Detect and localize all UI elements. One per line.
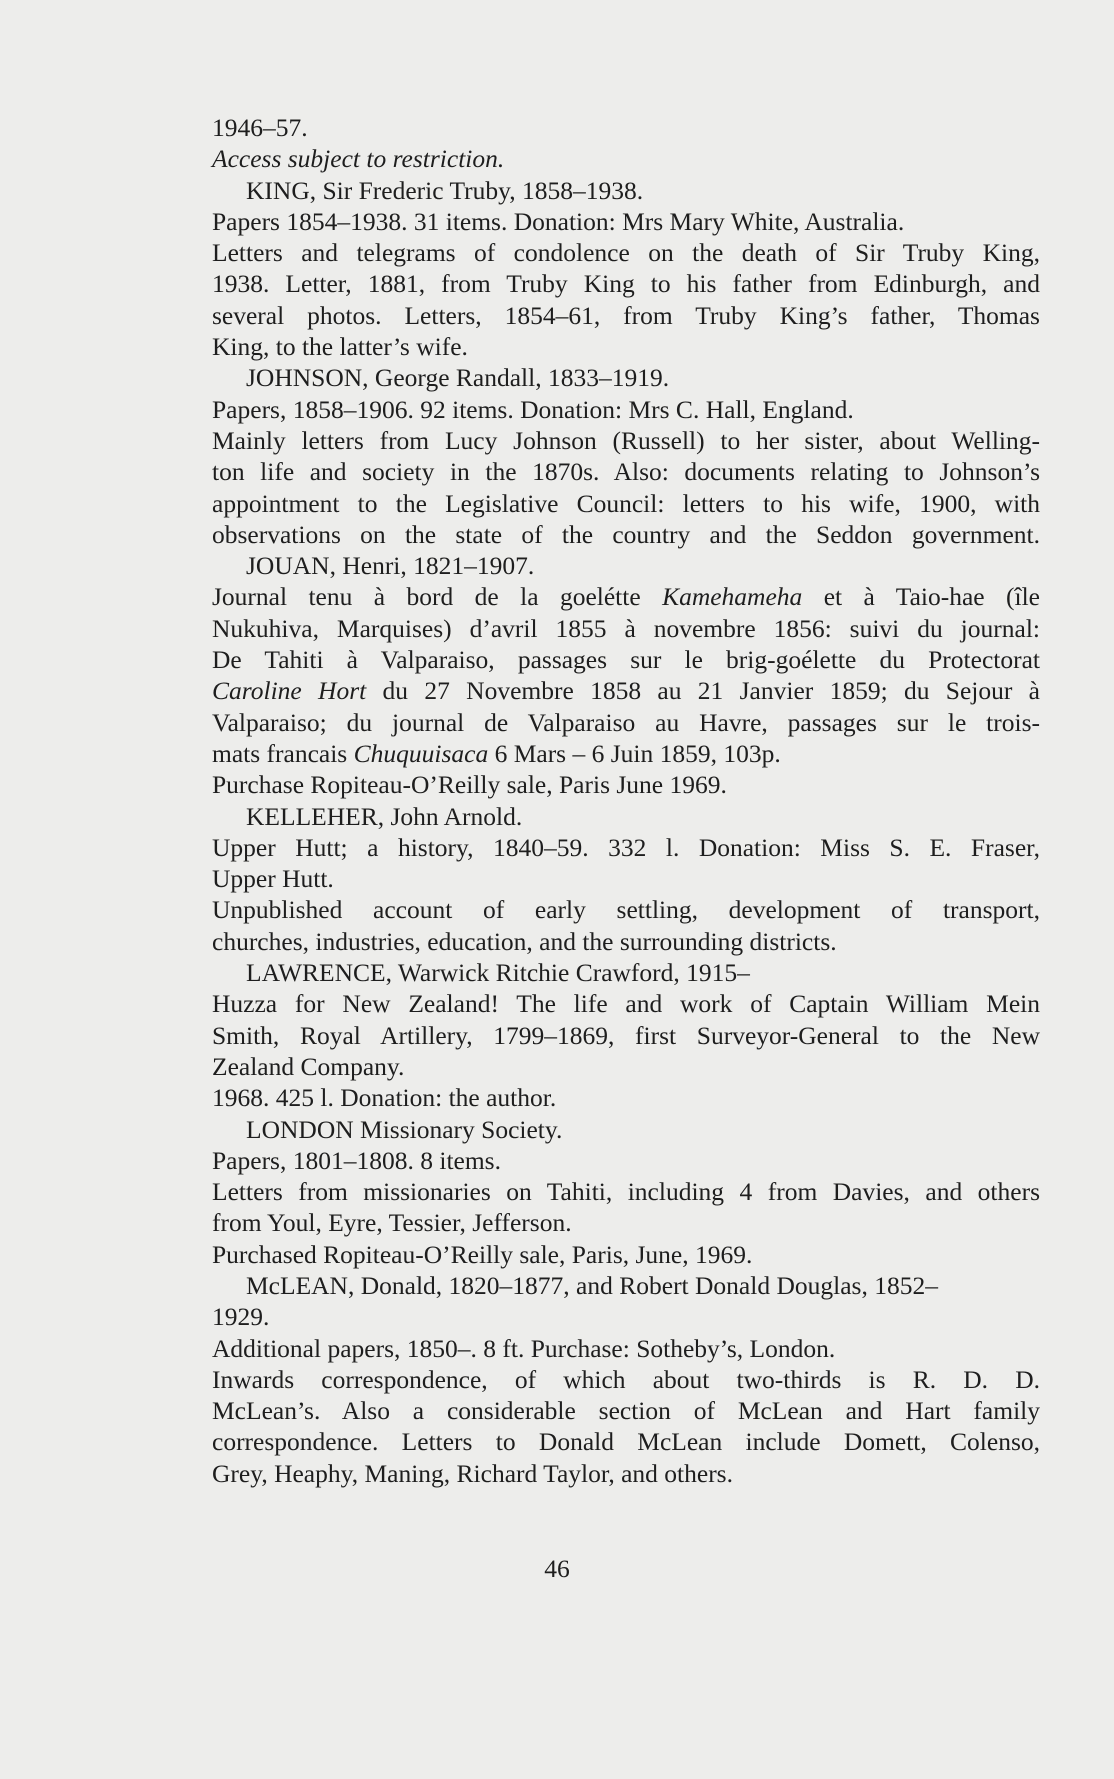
text-line: King, to the latter’s wife. <box>212 332 468 362</box>
text-line: McLEAN, Donald, 1820–1877, and Robert Donald Douglas, 1852– <box>246 1270 938 1300</box>
text-line: several photos. Letters, 1854–61, from Truby King’s father, Thomas <box>212 300 1040 330</box>
text-line: Grey, Heaphy, Maning, Richard Taylor, and others. <box>212 1458 733 1488</box>
text-line: KELLEHER, John Arnold. <box>246 801 523 831</box>
text-line: Upper Hutt; a history, 1840–59. 332 l. Donation: Miss S. E. Fraser, <box>212 832 1040 862</box>
text-line: Mainly letters from Lucy Johnson (Russell) to her sister, about Welling- <box>212 425 1040 455</box>
text-line: Papers, 1858–1906. 92 items. Donation: Mrs C. Hall, England. <box>212 394 854 424</box>
text-line: Papers 1854–1938. 31 items. Donation: Mrs Mary White, Australia. <box>212 206 905 236</box>
text-line: Purchase Ropiteau-O’Reilly sale, Paris June 1969. <box>212 770 727 800</box>
text-segment: du 27 Novembre 1858 au 21 Janvier 1859; du Sejour à <box>366 676 1040 706</box>
text-segment: mats francais <box>212 738 354 768</box>
text-line: churches, industries, education, and the surrounding districts. <box>212 926 837 956</box>
text-line: Additional papers, 1850–. 8 ft. Purchase: Sotheby’s, London. <box>212 1333 836 1363</box>
text-line: ton life and society in the 1870s. Also: documents relating to Johnson’s <box>212 457 1040 487</box>
text-line: observations on the state of the country and the Seddon government. <box>212 519 1040 549</box>
text-line: KING, Sir Frederic Truby, 1858–1938. <box>246 175 644 205</box>
text-line: Papers, 1801–1808. 8 items. <box>212 1145 501 1175</box>
text-line: De Tahiti à Valparaiso, passages sur le brig-goélette du Protectorat <box>212 645 1040 675</box>
italic-title: Chuquuisaca <box>353 738 489 768</box>
page-number: 46 <box>544 1554 570 1583</box>
text-line: JOHNSON, George Randall, 1833–1919. <box>246 363 670 393</box>
text-segment: 6 Mars – 6 Juin 1859, 103p. <box>488 738 781 768</box>
text-line: from Youl, Eyre, Tessier, Jefferson. <box>212 1208 572 1238</box>
text-line: Letters and telegrams of condolence on the death of Sir Truby King, <box>212 238 1040 268</box>
text-line: Letters from missionaries on Tahiti, including 4 from Davies, and others <box>212 1177 1040 1207</box>
text-line <box>212 738 1040 769</box>
text-line: LONDON Missionary Society. <box>246 1114 563 1144</box>
text-line: 1946–57. <box>212 113 308 142</box>
text-line: correspondence. Letters to Donald McLean include Domett, Colenso, <box>212 1427 1040 1457</box>
text-line: McLean’s. Also a considerable section of McLean and Hart family <box>212 1396 1040 1426</box>
text-segment: Journal tenu à bord de la goelétte <box>212 582 663 612</box>
text-line <box>212 675 1040 706</box>
italic-title: Kamehameha <box>662 582 803 612</box>
text-line: Inwards correspondence, of which about two-thirds is R. D. D. <box>212 1364 1040 1394</box>
text-line: Nukuhiva, Marquises) d’avril 1855 à novembre 1856: suivi du journal: <box>212 613 1040 643</box>
text-line: 1938. Letter, 1881, from Truby King to his father from Edinburgh, and <box>212 269 1040 299</box>
text-line: Upper Hutt. <box>212 864 334 894</box>
italic-title: Caroline Hort <box>212 676 367 706</box>
text-line <box>212 581 1040 612</box>
text-line: JOUAN, Henri, 1821–1907. <box>246 551 535 581</box>
text-line: 1929. <box>212 1302 270 1332</box>
text-line: Valparaiso; du journal de Valparaiso au Havre, passages sur le trois- <box>212 707 1040 737</box>
document-body <box>212 112 1040 1489</box>
text-line: Unpublished account of early settling, development of transport, <box>212 895 1040 925</box>
text-line: appointment to the Legislative Council: letters to his wife, 1900, with <box>212 488 1040 518</box>
text-line: Purchased Ropiteau-O’Reilly sale, Paris, June, 1969. <box>212 1239 753 1269</box>
text-line: LAWRENCE, Warwick Ritchie Crawford, 1915– <box>246 958 750 988</box>
text-line: Huzza for New Zealand! The life and work of Captain William Mein <box>212 989 1040 1019</box>
text-segment: et à Taio-hae (île <box>802 582 1040 612</box>
text-line: Smith, Royal Artillery, 1799–1869, first Surveyor-General to the New <box>212 1020 1040 1050</box>
text-line: 1968. 425 l. Donation: the author. <box>212 1083 557 1113</box>
text-line: Zealand Company. <box>212 1051 405 1081</box>
text-line: Access subject to restriction. <box>212 144 505 174</box>
